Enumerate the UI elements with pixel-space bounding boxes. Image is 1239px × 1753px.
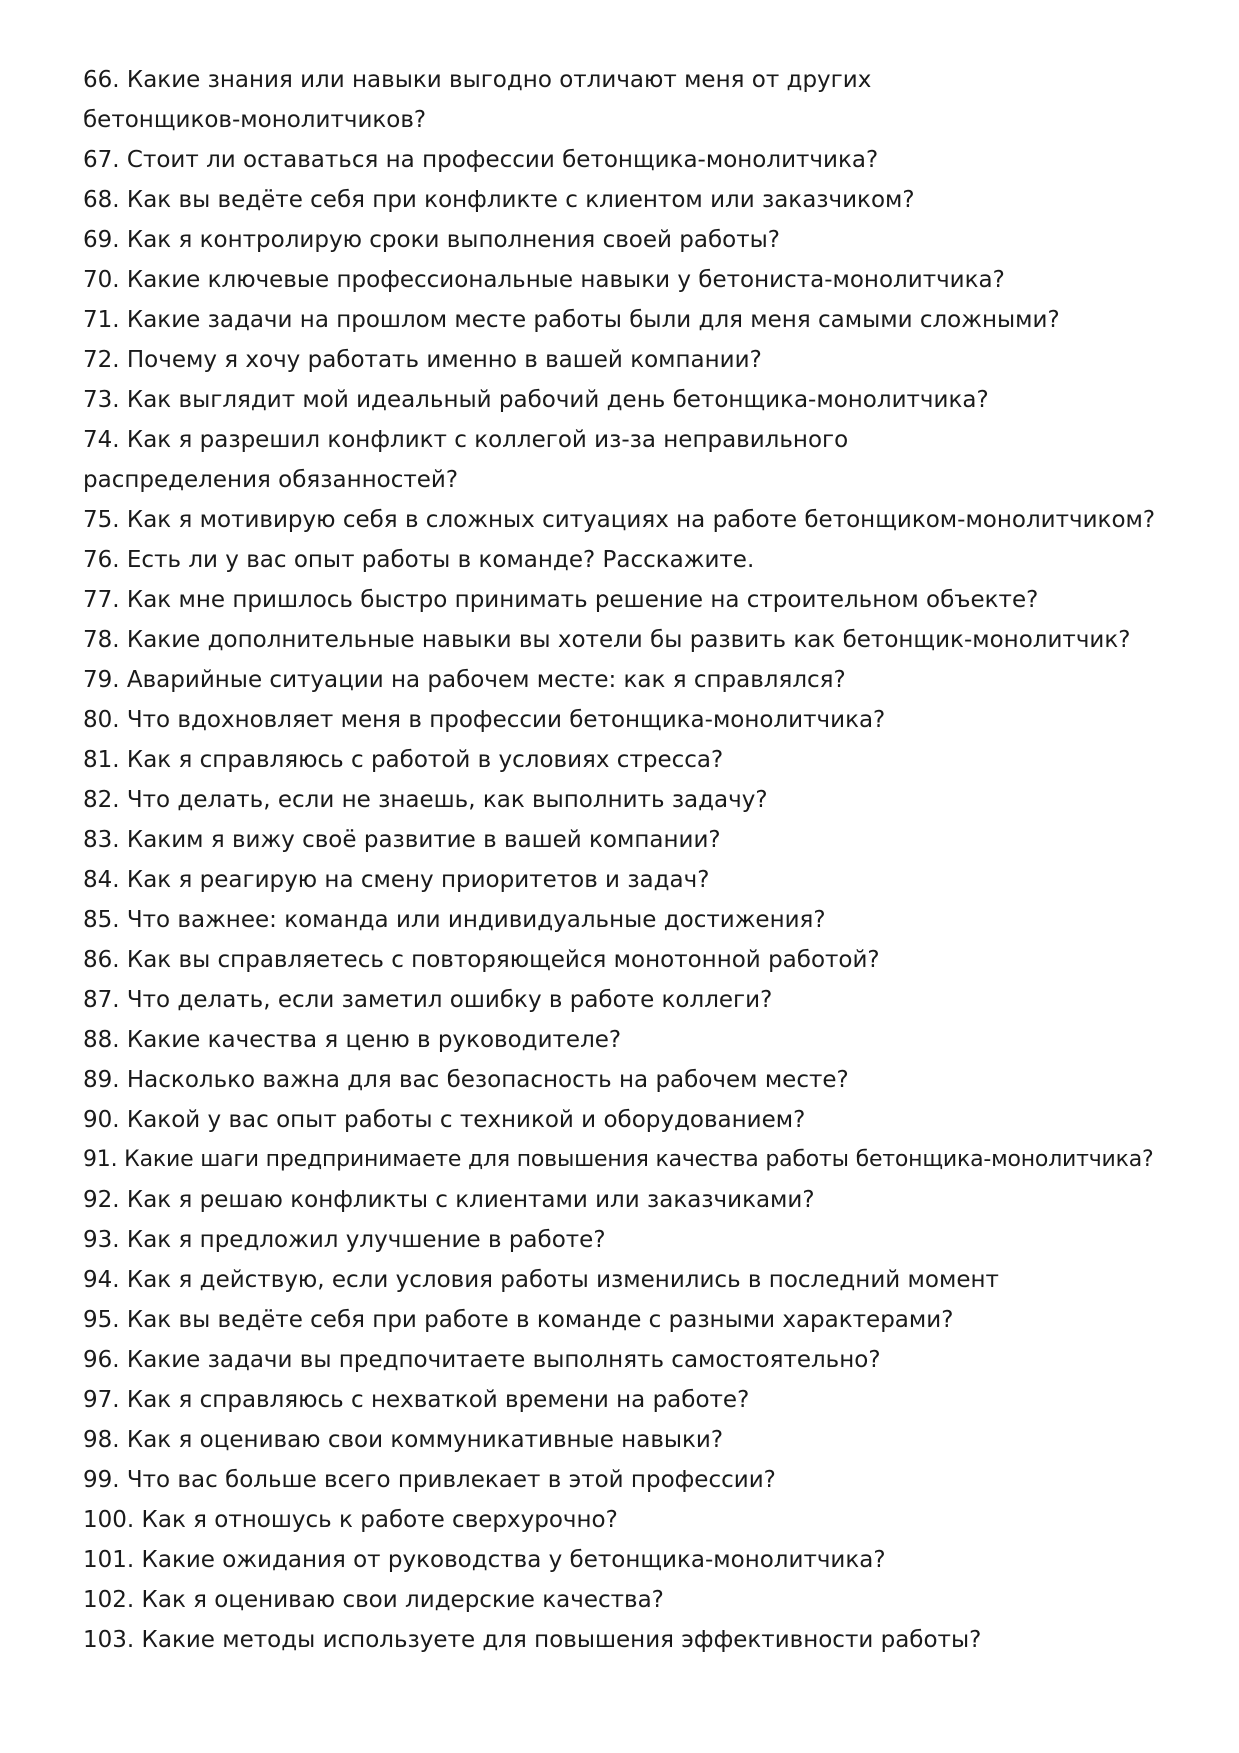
question-item: 90. Какой у вас опыт работы с техникой и оборудованием? xyxy=(83,1107,806,1133)
question-item: 74. Как я разрешил конфликт с коллегой из-за неправильного распределения обязанностей? xyxy=(83,427,849,493)
question-item: 97. Как я справляюсь с нехваткой времени на работе? xyxy=(83,1387,750,1413)
question-item: 95. Как вы ведёте себя при работе в команде с разными характерами? xyxy=(83,1307,954,1333)
question-item: 92. Как я решаю конфликты с клиентами или заказчиками? xyxy=(83,1187,815,1213)
question-item: 77. Как мне пришлось быстро принимать решение на строительном объекте? xyxy=(83,587,1039,613)
question-item: 85. Что важнее: команда или индивидуальные достижения? xyxy=(83,907,826,933)
question-item: 70. Какие ключевые профессиональные навыки у бетониста-монолитчика? xyxy=(83,267,1005,293)
question-item: 88. Какие качества я ценю в руководителе? xyxy=(83,1027,622,1053)
question-item: 101. Какие ожидания от руководства у бетонщика-монолитчика? xyxy=(83,1547,886,1573)
question-item: 82. Что делать, если не знаешь, как выполнить задачу? xyxy=(83,787,768,813)
question-item: 89. Насколько важна для вас безопасность на рабочем месте? xyxy=(83,1067,849,1093)
question-item: 87. Что делать, если заметил ошибку в работе коллеги? xyxy=(83,987,773,1013)
question-item: 100. Как я отношусь к работе сверхурочно? xyxy=(83,1507,618,1533)
question-item: 94. Как я действую, если условия работы изменились в последний момент xyxy=(83,1267,999,1293)
question-item: 96. Какие задачи вы предпочитаете выполнять самостоятельно? xyxy=(83,1347,881,1373)
question-item: 102. Как я оцениваю свои лидерские качества? xyxy=(83,1587,664,1613)
question-item: 86. Как вы справляетесь с повторяющейся монотонной работой? xyxy=(83,947,880,973)
question-item: 91. Какие шаги предпринимаете для повышения качества работы бетонщика-монолитчика? xyxy=(83,1147,1154,1172)
question-item: 72. Почему я хочу работать именно в вашей компании? xyxy=(83,347,762,373)
question-item: 81. Как я справляюсь с работой в условиях стресса? xyxy=(83,747,724,773)
question-item: 73. Как выглядит мой идеальный рабочий день бетонщика-монолитчика? xyxy=(83,387,989,413)
question-item: 71. Какие задачи на прошлом месте работы были для меня самыми сложными? xyxy=(83,307,1060,333)
question-item: 83. Каким я вижу своё развитие в вашей компании? xyxy=(83,827,721,853)
question-item: 84. Как я реагирую на смену приоритетов и задач? xyxy=(83,867,710,893)
question-item: 103. Какие методы используете для повышения эффективности работы? xyxy=(83,1627,982,1653)
question-item: 66. Какие знания или навыки выгодно отличают меня от других бетонщиков-монолитчиков? xyxy=(83,67,872,133)
question-item: 76. Есть ли у вас опыт работы в команде? Расскажите. xyxy=(83,547,755,573)
question-list xyxy=(83,60,1183,1660)
question-item: 69. Как я контролирую сроки выполнения своей работы? xyxy=(83,227,780,253)
question-item: 99. Что вас больше всего привлекает в этой профессии? xyxy=(83,1467,776,1493)
question-item: 98. Как я оцениваю свои коммуникативные навыки? xyxy=(83,1427,724,1453)
question-item: 78. Какие дополнительные навыки вы хотели бы развить как бетонщик-монолитчик? xyxy=(83,627,1131,653)
question-item: 68. Как вы ведёте себя при конфликте с клиентом или заказчиком? xyxy=(83,187,915,213)
question-item: 67. Стоит ли оставаться на профессии бетонщика-монолитчика? xyxy=(83,147,879,173)
question-item: 93. Как я предложил улучшение в работе? xyxy=(83,1227,606,1253)
question-item: 75. Как я мотивирую себя в сложных ситуациях на работе бетонщиком-монолитчиком? xyxy=(83,507,1156,533)
question-item: 80. Что вдохновляет меня в профессии бетонщика-монолитчика? xyxy=(83,707,886,733)
question-item: 79. Аварийные ситуации на рабочем месте: как я справлялся? xyxy=(83,667,846,693)
